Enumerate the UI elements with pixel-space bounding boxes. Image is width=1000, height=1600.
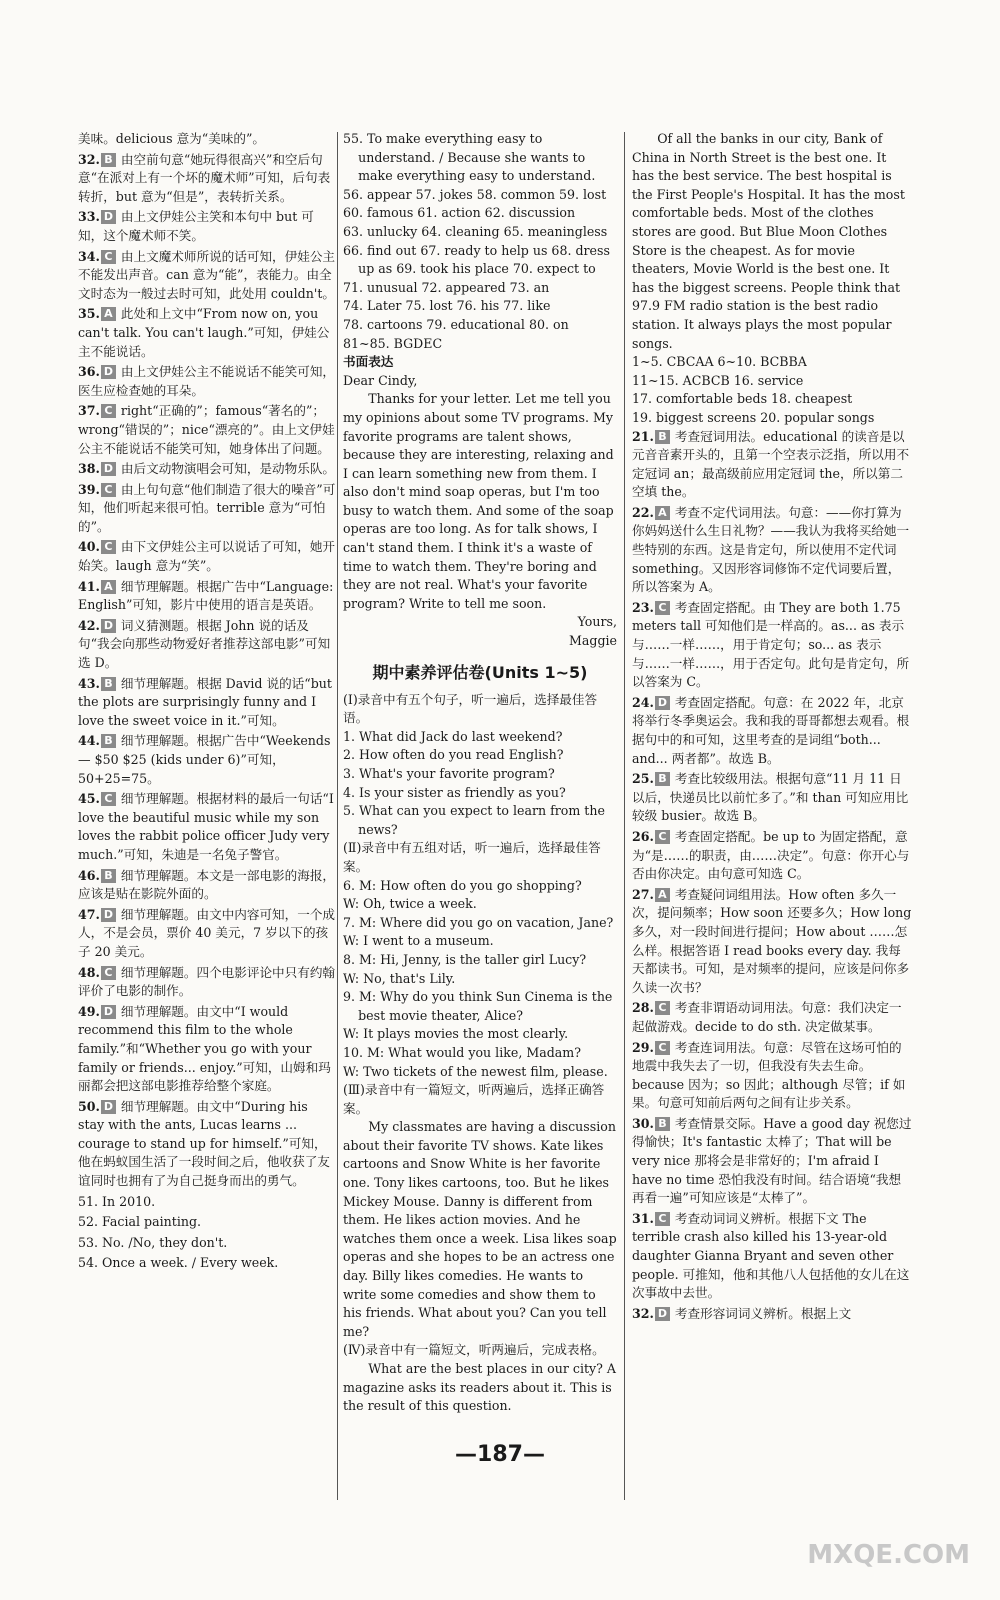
answer-entry [78,906,336,962]
answer-entry [78,1003,336,1096]
question-number: 49. [78,1003,100,1019]
answer-badge: B [101,153,116,167]
answer-entry [78,208,336,245]
explanation-text: 词义猜测题。根据 John 说的话及句“我会向那些动物爱好者推荐这部电影”可知选 D。 [78,617,331,671]
explanation-text: 由后文动物演唱会可知，是动物乐队。 [120,461,336,477]
answer-badge: D [101,210,116,224]
explanation-text: 由空前句意“她玩得很高兴”和空后句意“在派对上有一个坏的魔术师”可知，后句表转折，but 意为“但是”，表转折关系。 [78,151,331,204]
dialogue-line: 8. M: Hi, Jenny, is the taller girl Lucy? [343,951,587,967]
question-number: 23. [632,599,654,615]
section-instruction: (Ⅳ)录音中有一篇短文，听两遍后，完成表格。 [343,1342,605,1358]
listening-passage: My classmates are having a discussion about their favorite TV shows. Kate likes cartoons and Snow White is her favorite one. Tony likes cartoons, too. But he likes Mickey Mouse. Danny is different from them. He likes action movies. And he watches them once a week. Lisa likes soap operas and she hopes to be an actress one day. Billy likes comedies. He wants to write some comedies and show them to his friends. What about you? Can you tell me? [343,1119,617,1339]
answer-entry [632,828,912,884]
explanation-text: 考查形容词词义辨析。根据上文 [674,1305,852,1321]
answer-badge: D [101,1100,116,1114]
column-left [78,130,336,1275]
question-number: 48. [78,964,100,980]
explanation-text: 考查固定搭配。句意：在 2022 年，北京将举行冬季奥运会。我和我的哥哥都想去观看。根据句中的和可知，这里考查的是词组“both... and... 两者都”。故选 B。 [632,694,910,766]
question-number: 32. [78,151,100,167]
exam-title: 期中素养评估卷(Units 1~5) [372,662,588,682]
answer-line: 71. unusual 72. appeared 73. an [343,279,550,295]
answer-badge: B [101,734,116,748]
dialogue-line: W: Oh, twice a week. [343,896,477,912]
explanation-text: 52. Facial painting. [78,1214,202,1230]
answer-entry [78,481,336,537]
question-number: 46. [78,867,100,883]
listening-passage: Of all the banks in our city, Bank of China in North Street is the best one. It has the best service. The best hospital is the First People's Hospital. It has the most comfortable beds. Most of the clothes stores are good. But Blue Moon Clothes Store is the cheapest. As for movie theaters, Movie World is the best one. It has the biggest screens. People think that 97.9 FM radio station is the best radio station. It always plays the most popular songs. [632,131,905,351]
answer-entry [632,886,912,998]
question-number: 44. [78,733,100,749]
answer-badge: A [101,307,116,321]
dialogue-line: W: I went to a museum. [343,933,494,949]
question-number: 42. [78,617,100,633]
dialogue-line: 10. M: What would you like, Madam? [343,1044,581,1060]
answer-badge: D [101,908,116,922]
dialogue-line: W: Two tickets of the newest film, please. [343,1063,608,1079]
letter-salutation: Dear Cindy, [343,372,418,388]
answer-line: 66. find out 67. ready to help us 68. dress up as 69. took his place 70. expect to [343,242,610,277]
answer-entry [78,964,336,1001]
explanation-text: 细节理解题。四个电影评论中只有约翰评价了电影的制作。 [78,964,336,999]
answer-entry [78,305,336,361]
answer-entry [78,363,336,400]
dialogue-line: W: No, that's Lily. [343,970,456,986]
dialogue-line: W: It plays movies the most clearly. [343,1026,569,1042]
explanation-text: 53. No. /No, they don't. [78,1234,228,1250]
answer-entry [78,538,336,575]
explanation-text: 54. Once a week. / Every week. [78,1255,279,1271]
answer-entry [78,402,336,458]
question-number: 21. [632,428,654,444]
answer-badge: C [655,1212,670,1226]
question-number: 27. [632,886,654,902]
answer-key-line: 11~15. ACBCB 16. service [632,372,804,388]
answer-badge: D [101,365,116,379]
explanation-text: 细节理解题。由文中“During his stay with the ants, Lucas learns ... courage to stand up for himself.”可知，他在蚂蚁国生活了一段时间之后，他收获了友谊同时也拥有了为自己挺身而出的勇气。 [78,1098,330,1189]
question-number: 36. [78,364,100,380]
listening-item: 4. Is your sister as friendly as you? [343,784,566,800]
listening-item: 1. What did Jack do last weekend? [343,728,563,744]
answer-badge: A [101,580,116,594]
listening-item: 5. What can you expect to learn from the news? [343,803,605,837]
explanation-text: 细节理解题。由文中“I would recommend this film to the whole family.”和“Whether you go with your family or friends... enjoy.”可知，山姆和玛丽都会把这部电影推荐给整个家庭。 [78,1003,331,1094]
explanation-text: 考查动词词义辨析。根据下文 The terrible crash also killed his 13-year-old daughter Gianna Bryant and seven other people. 可推知，他和其他八人包括他的女儿在这次事故中去世。 [632,1210,910,1301]
answer-entry [78,732,336,788]
answer-badge: A [655,506,670,520]
question-number: 43. [78,675,100,691]
question-number: 28. [632,1000,654,1016]
question-number: 29. [632,1039,654,1055]
letter-closing: Yours, [577,614,617,630]
explanation-text: 考查比较级用法。根据句意“11 月 11 日以后，快递员比以前忙多了。”和 than 可知应用比较级 busier。故选 B。 [632,771,909,824]
answer-badge: B [655,772,670,786]
answer-entry [632,504,912,597]
answer-entry [632,599,912,692]
explanation-text: right“正确的”；famous“著名的”；wrong“错误的”；nice“漂亮的”。由上文伊娃公主不能说话不能笑可知，她身体出了问题。 [78,403,335,456]
answer-entry [632,1039,912,1113]
answer-entry [78,578,336,615]
answer-entry [632,770,912,826]
answer-badge: C [101,404,116,418]
answer-entry [78,460,336,479]
answer-badge: A [655,888,670,902]
question-number: 34. [78,248,100,264]
explanation-text: 考查固定搭配。由 They are both 1.75 meters tall 可知他们是一样高的。as... as 表示与……一样……，用于肯定句；so... as 表示与……一样……，用于否定句。此句是肯定句，所以答案为 C。 [632,599,910,690]
listening-passage: What are the best places in our city? A magazine asks its readers about it. This is the result of this question. [343,1361,617,1414]
answer-entry [632,694,912,768]
answer-entry [78,675,336,731]
letter-body: Thanks for your letter. Let me tell you my opinions about some TV programs. My favorite programs are talent shows, because they are interesting, relaxing and I can learn something new from them. I also don't mind soap operas, but I'm too busy to watch them. And some of the soap operas are too long. As for talk shows, I can't stand them. I think it's a waste of time to watch them. They're boring and they are not real. What's your favorite program? Write to tell me soon. [343,391,614,611]
explanation-text: 考查固定搭配。be up to 为固定搭配，意为“是……的职责，由……决定”。句意：你开心与否由你决定。由句意可知选 C。 [632,828,910,882]
answer-badge: D [101,462,116,476]
explanation-text: 细节理解题。根据广告中“Weekends — $50 $25 (kids under 6)”可知，50+25=75。 [78,733,331,786]
question-number: 25. [632,771,654,787]
answer-entry [632,428,912,502]
explanation-text: 51. In 2010. [78,1193,156,1209]
answer-badge: C [655,830,670,844]
question-number: 39. [78,481,100,497]
explanation-text: 由上文伊娃公主笑和本句中 but 可知，这个魔术师不笑。 [78,209,314,243]
page-number: —187— [455,1442,545,1467]
dialogue-line: 6. M: How often do you go shopping? [343,877,582,893]
column-right [632,130,912,1325]
answer-badge: B [655,430,670,444]
answer-entry [78,1234,336,1253]
answer-key-line: 19. biggest screens 20. popular songs [632,409,875,425]
explanation-text: 考查情景交际。Have a good day 祝您过得愉快；It's fantastic 太棒了；That will be very nice 那将会是非常好的；I'm afraid I have no time 恐怕我没有时间。结合语境“我想再看一遍”可知应该是“太棒了”。 [632,1115,912,1206]
answer-line: 56. appear 57. jokes 58. common 59. lost [343,186,607,202]
watermark-logo: MXQE.COM [807,1540,970,1570]
answer-badge: C [655,1041,670,1055]
question-number: 37. [78,403,100,419]
question-number: 38. [78,461,100,477]
answer-entry [78,617,336,673]
answer-entry [632,1115,912,1208]
explanation-text: 此处和上文中“From now on, you can't talk. You can't laugh.”可知，伊娃公主不能说话。 [78,306,330,359]
answer-badge: C [101,540,116,554]
column-divider [624,132,625,1500]
answer-badge: C [655,1001,670,1015]
writing-heading: 书面表达 [343,354,394,370]
explanation-text: 由上文伊娃公主不能说话不能笑可知，医生应检查她的耳朵。 [78,364,336,398]
answer-badge: C [101,966,116,980]
question-number: 50. [78,1098,100,1114]
answer-line: 81~85. BGDEC [343,335,443,351]
answer-entry [78,151,336,207]
explanation-text: 考查不定代词用法。句意：——你打算为你妈妈送什么生日礼物？——我认为我将买给她一些特别的东西。这是肯定句，所以使用不定代词 something。又因形容词修饰不定代词要后置，所以答案为 A。 [632,504,910,595]
answer-line: 74. Later 75. lost 76. his 77. like [343,298,551,314]
question-number: 24. [632,694,654,710]
explanation-text: 考查冠词用法。educational 的读音是以元音音素开头的，且第一个空表示泛指，所以用不定冠词 an；最高级前应用定冠词 the，所以第二空填 the。 [632,428,910,500]
answer-entry [632,1305,912,1324]
explanation-text: 细节理解题。由文中内容可知，一个成人，不是会员，票价 40 美元，7 岁以下的孩子 20 美元。 [78,906,336,959]
explanation-text: 美味。delicious 意为“美味的”。 [78,131,266,146]
answer-badge: B [655,1117,670,1131]
question-number: 41. [78,578,100,594]
explanation-text: 由上文魔术师所说的话可知，伊娃公主不能发出声音。can 意为“能”，表能力。由全文时态为一般过去时可知，此处用 couldn't。 [78,248,336,301]
answer-entry [78,1098,336,1191]
question-number: 30. [632,1115,654,1131]
answer-key-line: 1~5. CBCAA 6~10. BCBBA [632,354,807,370]
question-number: 22. [632,504,654,520]
answer-entry [78,1254,336,1273]
question-number: 45. [78,791,100,807]
explanation-text: 考查疑问词组用法。How often 多久一次，提问频率；How soon 还要多久；How long 多久，对一段时间进行提问；How about ……怎么样。根据答语 I read books every day. 我每天都读书。可知，是对频率的提问，应该是问你多久读一次书？ [632,886,912,995]
question-number: 40. [78,539,100,555]
explanation-text: 细节理解题。根据广告中“Language: English”可知，影片中使用的语言是英语。 [78,578,334,613]
answer-line: 60. famous 61. action 62. discussion [343,205,576,221]
explanation-text: 细节理解题。根据材料的最后一句话“I love the beautiful music while my son loves the rabbit police officer Judy very much.”可知，朱迪是一名兔子警官。 [78,791,334,862]
answer-key-line: 17. comfortable beds 18. cheapest [632,391,853,407]
question-number: 32. [632,1305,654,1321]
dialogue-line: 9. M: Why do you think Sun Cinema is the best movie theater, Alice? [343,989,613,1023]
answer-line: 63. unlucky 64. cleaning 65. meaningless [343,223,608,239]
answer-badge: B [101,677,116,691]
question-number: 47. [78,906,100,922]
question-number: 35. [78,306,100,322]
answer-badge: C [655,601,670,615]
section-instruction: (Ⅰ)录音中有五个句子，听一遍后，选择最佳答语。 [343,691,598,726]
dialogue-line: 7. M: Where did you go on vacation, Jane? [343,914,614,930]
question-number: 33. [78,209,100,225]
explanation-text: 由上句句意“他们制造了很大的噪音”可知，他们听起来很可怕。terrible 意为“可怕的”。 [78,481,336,534]
answer-badge: C [101,483,116,497]
explanation-text: 考查非谓语动词用法。句意：我们决定一起做游戏。decide to do sth. 决定做某事。 [632,1000,902,1034]
listening-item: 2. How often do you read English? [343,747,564,763]
answer-badge: D [655,1307,670,1321]
answer-entry [78,790,336,864]
answer-badge: D [101,1005,116,1019]
answer-line: 78. cartoons 79. educational 80. on [343,316,569,332]
question-number: 31. [632,1210,654,1226]
question-number: 26. [632,828,654,844]
answer-entry [78,867,336,904]
answer-entry [632,999,912,1036]
explanation-text: 由下文伊娃公主可以说话了可知，她开始笑。laugh 意为“笑”。 [78,539,336,574]
section-instruction: (Ⅱ)录音中有五组对话，听一遍后，选择最佳答案。 [343,840,601,874]
explanation-text: 考查连词用法。句意：尽管在这场可怕的地震中我失去了一切，但我没有失去生命。because 因为；so 因此；although 尽管；if 如果。句意可知前后两句之间有让步关系。 [632,1039,906,1111]
letter-signature: Maggie [568,633,617,649]
column-middle [343,130,617,1416]
answer-badge: D [655,696,670,710]
column-divider [337,132,338,1500]
answer-badge: C [101,792,116,806]
explanation-text: 细节理解题。本文是一部电影的海报，应该是贴在影院外面的。 [78,867,336,902]
answer-entry [78,248,336,304]
answer-entry [78,1213,336,1232]
explanation-text: 细节理解题。根据 David 说的话“but the plots are surprisingly funny and I love the sweet voice in it.”可知。 [78,675,332,728]
answer-badge: C [101,250,116,264]
answer-badge: D [101,619,116,633]
answer-line: 55. To make everything easy to understand. / Because she wants to make everything easy to understand. [343,131,596,184]
answer-entry [632,1210,912,1303]
answer-entry [78,1193,336,1212]
answer-badge: B [101,869,116,883]
section-instruction: (Ⅲ)录音中有一篇短文，听两遍后，选择正确答案。 [343,1082,605,1116]
answer-entry [78,130,336,149]
listening-item: 3. What's your favorite program? [343,766,555,781]
